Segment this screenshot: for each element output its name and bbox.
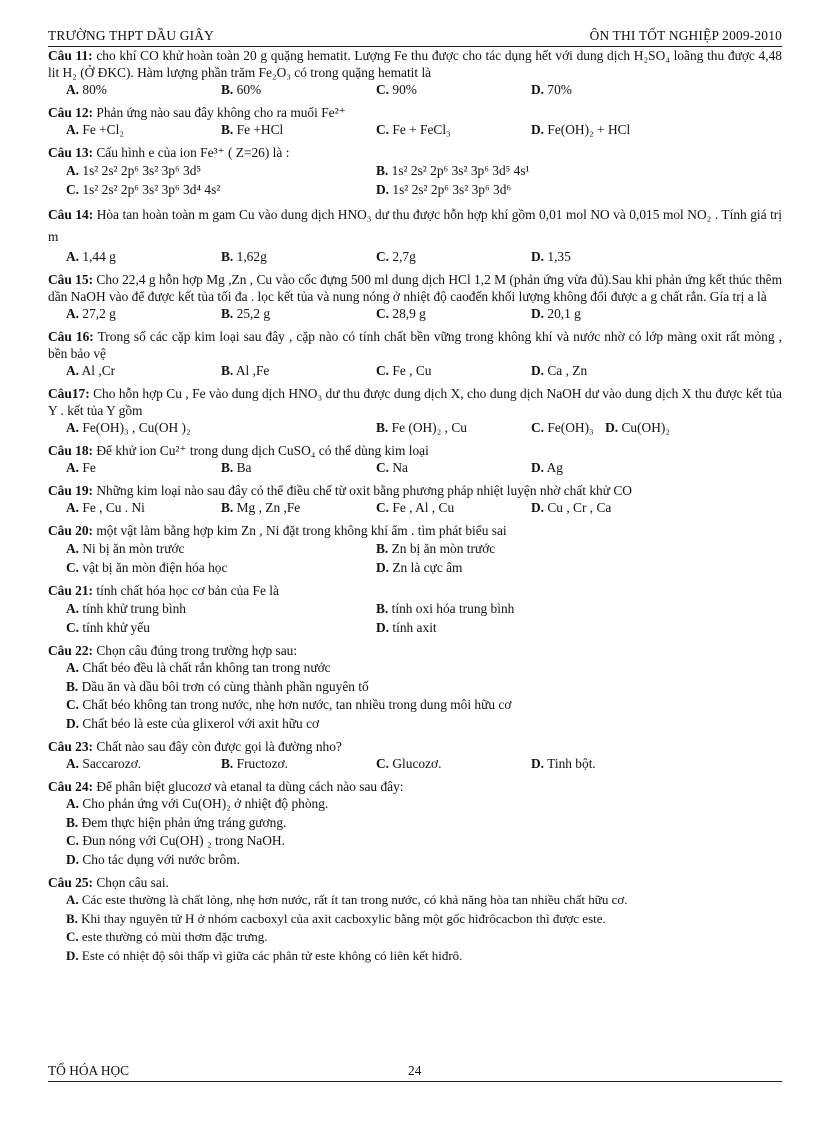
option-c: C. Đun nóng với Cu(OH) ₂ trong NaOH. [66, 833, 285, 848]
option-c: C. Glucozơ. [376, 756, 442, 771]
option-a: A. Chất béo đều là chất rắn không tan trong nước [66, 660, 331, 675]
question-text: Hòa tan hoàn toàn m gam Cu vào dung dịch HNO₃ dư thu được hỗn hợp khí gồm 0,01 mol NO và 0,015 mol NO₂ . Tính giá trị m [48, 207, 782, 244]
question-number: Câu 11: [48, 48, 93, 63]
question-number: Câu 15: [48, 272, 94, 287]
option-c: C. tính khử yếu [66, 620, 150, 635]
option-c: C. Fe , Cu [376, 363, 432, 378]
option-a: A. Al ,Cr [66, 363, 116, 378]
option-c: C. este thường có mùi thơm đặc trưng. [66, 929, 268, 944]
exam-title: ÔN THI TỐT NGHIỆP 2009-2010 [589, 28, 782, 43]
question-text: Để khử ion Cu²⁺ trong dung dịch CuSO₄ có thể dùng kim loại [96, 443, 429, 458]
option-a: A. Cho phản ứng với Cu(OH)₂ ở nhiệt độ phòng. [66, 796, 329, 811]
option-d: D. 1,35 [531, 249, 571, 264]
option-b: B. 60% [221, 82, 262, 97]
question-number: Câu 21: [48, 583, 94, 598]
option-c: C. Chất béo không tan trong nước, nhẹ hơn nước, tan nhiều trong dung môi hữu cơ [66, 697, 512, 712]
page-footer [48, 1061, 782, 1082]
option-b: B. Dầu ăn và dầu bôi trơn có cùng thành phần nguyên tố [66, 678, 369, 694]
option-d: D. Chất béo là este của glixerol với axit hữu cơ [66, 715, 320, 731]
option-d: D. tính axit [376, 620, 437, 635]
question-number: Câu 25: [48, 875, 94, 890]
option-c: C. Fe , Al , Cu [376, 500, 455, 515]
option-c: C. 2,7g [376, 249, 416, 264]
question-number: Câu17: [48, 386, 90, 401]
question-13 [48, 144, 782, 199]
option-a: A. Saccarozơ. [66, 756, 142, 771]
question-number: Câu 12: [48, 105, 94, 120]
option-d: D. 1s² 2s² 2p⁶ 3s² 3p⁶ 3d⁶ [376, 182, 512, 197]
page-number: 24 [408, 1063, 422, 1078]
option-a: A. Fe [66, 460, 96, 475]
option-a: A. tính khử trung bình [66, 601, 186, 616]
option-c: C. 1s² 2s² 2p⁶ 3s² 3p⁶ 3d⁴ 4s² [66, 182, 221, 197]
option-a: A. Ni bị ăn mòn trước [66, 541, 185, 556]
option-d: D. Cu , Cr , Ca [531, 500, 612, 515]
question-text: một vật làm bằng hợp kim Zn , Ni đặt trong không khí ẩm . tìm phát biểu sai [96, 523, 507, 538]
question-11 [48, 47, 782, 99]
question-number: Câu 14: [48, 207, 94, 222]
question-21 [48, 582, 782, 637]
option-a: A. Fe(OH)₃ , Cu(OH )₂ [66, 420, 191, 435]
question-17 [48, 385, 782, 437]
option-c: C. Fe(OH)₃ [531, 420, 594, 435]
option-d: D. Ca , Zn [531, 363, 588, 378]
question-text: Cho 22,4 g hỗn hợp Mg ,Zn , Cu vào cốc đựng 500 ml dung dịch HCl 1,2 M (phản ứng vừa đủ).Sau khi phản ứng kết thúc thêm dần NaOH vào để được kết tủa tối đa . lọc kết tủa và nung nóng ở nhiệt độ caođến khối lượng không đổi được a g chất rắn. Gía trị a là [48, 272, 782, 304]
option-b: B. Fe (OH)₂ , Cu [376, 420, 467, 435]
question-number: Câu 20: [48, 523, 94, 538]
question-20 [48, 522, 782, 577]
option-a: A. Các este thường là chất lỏng, nhẹ hơn nước, rất ít tan trong nước, có khả năng hòa tan nhiều chất hữu cơ. [66, 892, 628, 907]
question-19 [48, 482, 782, 517]
question-number: Câu 19: [48, 483, 94, 498]
option-b: B. Fructozơ. [221, 756, 288, 771]
question-12 [48, 104, 782, 139]
option-b: B. 1,62g [221, 249, 267, 264]
option-b: B. Fe +HCl [221, 122, 284, 137]
option-d: D. 20,1 g [531, 306, 581, 321]
option-c: C. 90% [376, 82, 417, 97]
option-d: D. Fe(OH)₂ + HCl [531, 122, 631, 137]
question-text: Cho hỗn hợp Cu , Fe vào dung dịch HNO₃ dư thu được dung dịch X, cho dung dịch NaOH dư vào dung dịch X thu được kết tủa Y . kết tủa Y gồm [48, 386, 782, 418]
option-b: B. Ba [221, 460, 252, 475]
option-d: D. 70% [531, 82, 572, 97]
question-14 [48, 204, 782, 266]
option-b: B. 25,2 g [221, 306, 271, 321]
question-15 [48, 271, 782, 323]
option-c: C. Na [376, 460, 408, 475]
question-text: Chọn câu sai. [96, 875, 169, 890]
option-a: A. 80% [66, 82, 107, 97]
option-d: D. Ag [531, 460, 564, 475]
question-text: Để phân biệt glucozơ và etanal ta dùng cách nào sau đây: [96, 779, 404, 794]
question-18 [48, 442, 782, 477]
option-b: B. Mg , Zn ,Fe [221, 500, 301, 515]
department-name: TỔ HÓA HỌC [48, 1063, 130, 1078]
option-d: D. Cu(OH)₂ [605, 420, 670, 435]
option-a: A. Fe +Cl₂ [66, 122, 124, 137]
option-c: C. Fe + FeCl₃ [376, 122, 451, 137]
question-text: Chọn câu đúng trong trường hợp sau: [96, 643, 298, 658]
option-c: C. 28,9 g [376, 306, 426, 321]
option-d: D. Este có nhiệt độ sôi thấp vì giữa các phân tử este không có liên kết hiđrô. [66, 947, 463, 963]
question-24 [48, 778, 782, 869]
question-text: Những kim loại nào sau đây có thể điều chế từ oxit bằng phương pháp nhiệt luyện nhờ chất khử CO [96, 483, 632, 498]
option-b: B. Khi thay nguyên tử H ở nhóm cacboxyl của axit cacboxylic bằng một gốc hiđrôcacbon thì được este. [66, 910, 606, 926]
option-a: A. 1,44 g [66, 249, 116, 264]
question-text: Phản ứng nào sau đây không cho ra muối Fe²⁺ [96, 105, 346, 120]
question-text: Chất nào sau đây còn được gọi là đường nho? [96, 739, 342, 754]
option-b: B. 1s² 2s² 2p⁶ 3s² 3p⁶ 3d⁵ 4s¹ [376, 163, 530, 178]
question-number: Câu 23: [48, 739, 94, 754]
question-23 [48, 738, 782, 773]
question-22 [48, 642, 782, 733]
question-text: tính chất hóa học cơ bản của Fe là [96, 583, 279, 598]
option-d: D. Zn là cực âm [376, 560, 463, 575]
question-25 [48, 874, 782, 965]
option-a: A. 1s² 2s² 2p⁶ 3s² 3p⁶ 3d⁵ [66, 163, 202, 178]
question-16 [48, 328, 782, 380]
option-b: B. tính oxi hóa trung bình [376, 601, 515, 616]
question-number: Câu 18: [48, 443, 94, 458]
question-number: Câu 24: [48, 779, 94, 794]
question-number: Câu 22: [48, 643, 94, 658]
page-header [48, 26, 782, 47]
option-a: A. Fe , Cu . Ni [66, 500, 145, 515]
question-list [48, 47, 782, 965]
question-number: Câu 13: [48, 145, 94, 160]
option-d: D. Tinh bột. [531, 756, 596, 771]
question-text: cho khí CO khử hoàn toàn 20 g quặng hematit. Lượng Fe thu được cho tác dụng hết với dung dịch H₂SO₄ loãng thu được 4,48 lit H₂ (Ở ĐKC). Hàm lượng phần trăm Fe₂O₃ có trong quặng hematit là [48, 48, 782, 80]
option-c: C. vật bị ăn mòn điện hóa học [66, 560, 228, 575]
option-d: D. Cho tác dụng với nước brôm. [66, 851, 240, 867]
option-a: A. 27,2 g [66, 306, 116, 321]
question-text: Trong số các cặp kim loại sau đây , cặp nào có tính chất bền vững trong không khí và nước nhờ có lớp màng oxit rất mỏng , bền bảo vệ [48, 329, 782, 361]
option-b: B. Đem thực hiện phản ứng tráng gương. [66, 814, 287, 830]
option-b: B. Zn bị ăn mòn trước [376, 541, 496, 556]
question-text: Cấu hình e của ion Fe³⁺ ( Z=26) là : [96, 145, 290, 160]
question-number: Câu 16: [48, 329, 94, 344]
school-name: TRƯỜNG THPT DẦU GIÂY [48, 28, 215, 43]
option-b: B. Al ,Fe [221, 363, 270, 378]
